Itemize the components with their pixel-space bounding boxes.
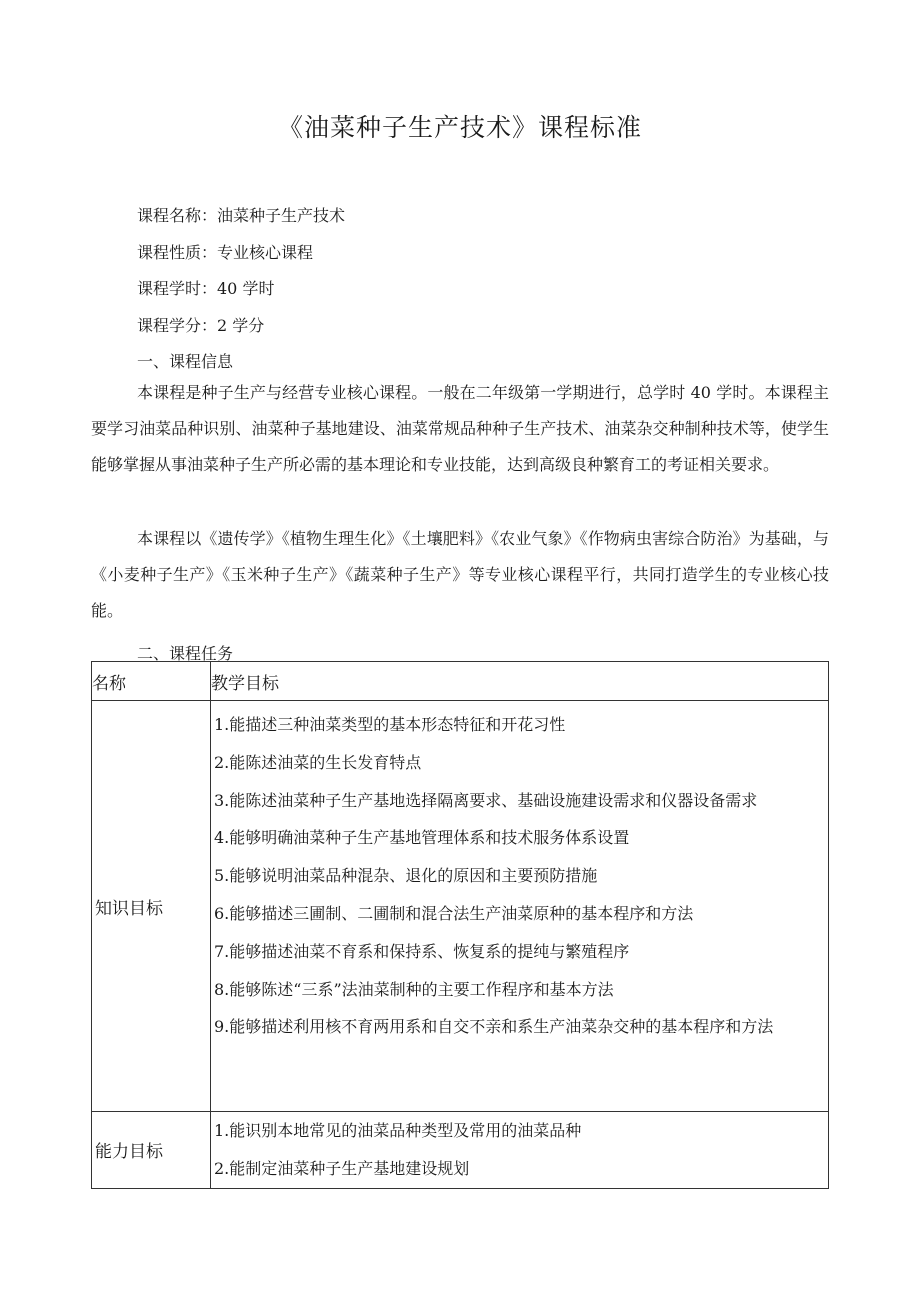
ability-item: 1.能识别本地常见的油菜品种类型及常用的油菜品种 (214, 1121, 582, 1140)
knowledge-item: 2.能陈述油菜的生长发育特点 (214, 752, 422, 772)
section-heading-course-tasks: 二、课程任务 (137, 644, 234, 663)
table-row-ability (92, 1112, 829, 1189)
knowledge-item: 4.能够明确油菜种子生产基地管理体系和技术服务体系设置 (214, 828, 630, 848)
knowledge-item: 8.能够陈述“三系”法油菜制种的主要工作程序和基本方法 (214, 979, 614, 999)
document-title: 《油菜种子生产技术》课程标准 (277, 113, 642, 142)
knowledge-item: 6.能够描述三圃制、二圃制和混合法生产油菜原种的基本程序和方法 (214, 903, 694, 923)
header-teaching-goal: 教学目标 (211, 662, 829, 701)
knowledge-item: 5.能够说明油菜品种混杂、退化的原因和主要预防措施 (214, 866, 598, 886)
table-header-row (92, 662, 829, 701)
course-info-paragraph-2: 本课程以《遗传学》《植物生理生化》《土壤肥料》《农业气象》《作物病虫害综合防治》为基础，与《小麦种子生产》《玉米种子生产》《蔬菜种子生产》等专业核心课程平行，共同打造学生的专业核心技能。 (91, 529, 829, 620)
knowledge-item: 3.能陈述油菜种子生产基地选择隔离要求、基础设施建设需求和仪器设备需求 (214, 790, 758, 810)
knowledge-item: 9.能够描述利用核不育两用系和自交不亲和系生产油菜杂交种的基本程序和方法 (214, 1017, 774, 1037)
course-info-paragraph-1: 本课程是种子生产与经营专业核心课程。一般在二年级第一学期进行，总学时 40 学时。本课程主要学习油菜品种识别、油菜种子基地建设、油菜常规品种种子生产技术、油菜杂交种制种技术等，使学生能够掌握从事油菜种子生产所必需的基本理论和专业技能，达到高级良种繁育工的考证相关要求。 (91, 383, 829, 474)
course-credits: 课程学分：2 学分 (137, 316, 265, 335)
knowledge-item: 7.能够描述油菜不育系和保持系、恢复系的提纯与繁殖程序 (214, 941, 630, 961)
course-nature: 课程性质：专业核心课程 (137, 243, 314, 262)
knowledge-item: 1.能描述三种油菜类型的基本形态特征和开花习性 (214, 715, 566, 734)
course-task-table (91, 661, 829, 1189)
table-row-knowledge (92, 701, 829, 1112)
knowledge-goal-label: 知识目标 (92, 701, 211, 1112)
ability-goal-list (211, 1112, 829, 1189)
course-hours: 课程学时：40 学时 (137, 279, 275, 298)
knowledge-goal-list (211, 701, 829, 1112)
course-name: 课程名称：油菜种子生产技术 (137, 206, 346, 225)
header-name: 名称 (92, 662, 211, 701)
section-heading-course-info: 一、课程信息 (137, 352, 234, 371)
ability-goal-label: 能力目标 (92, 1112, 211, 1189)
ability-item: 2.能制定油菜种子生产基地建设规划 (214, 1158, 470, 1178)
